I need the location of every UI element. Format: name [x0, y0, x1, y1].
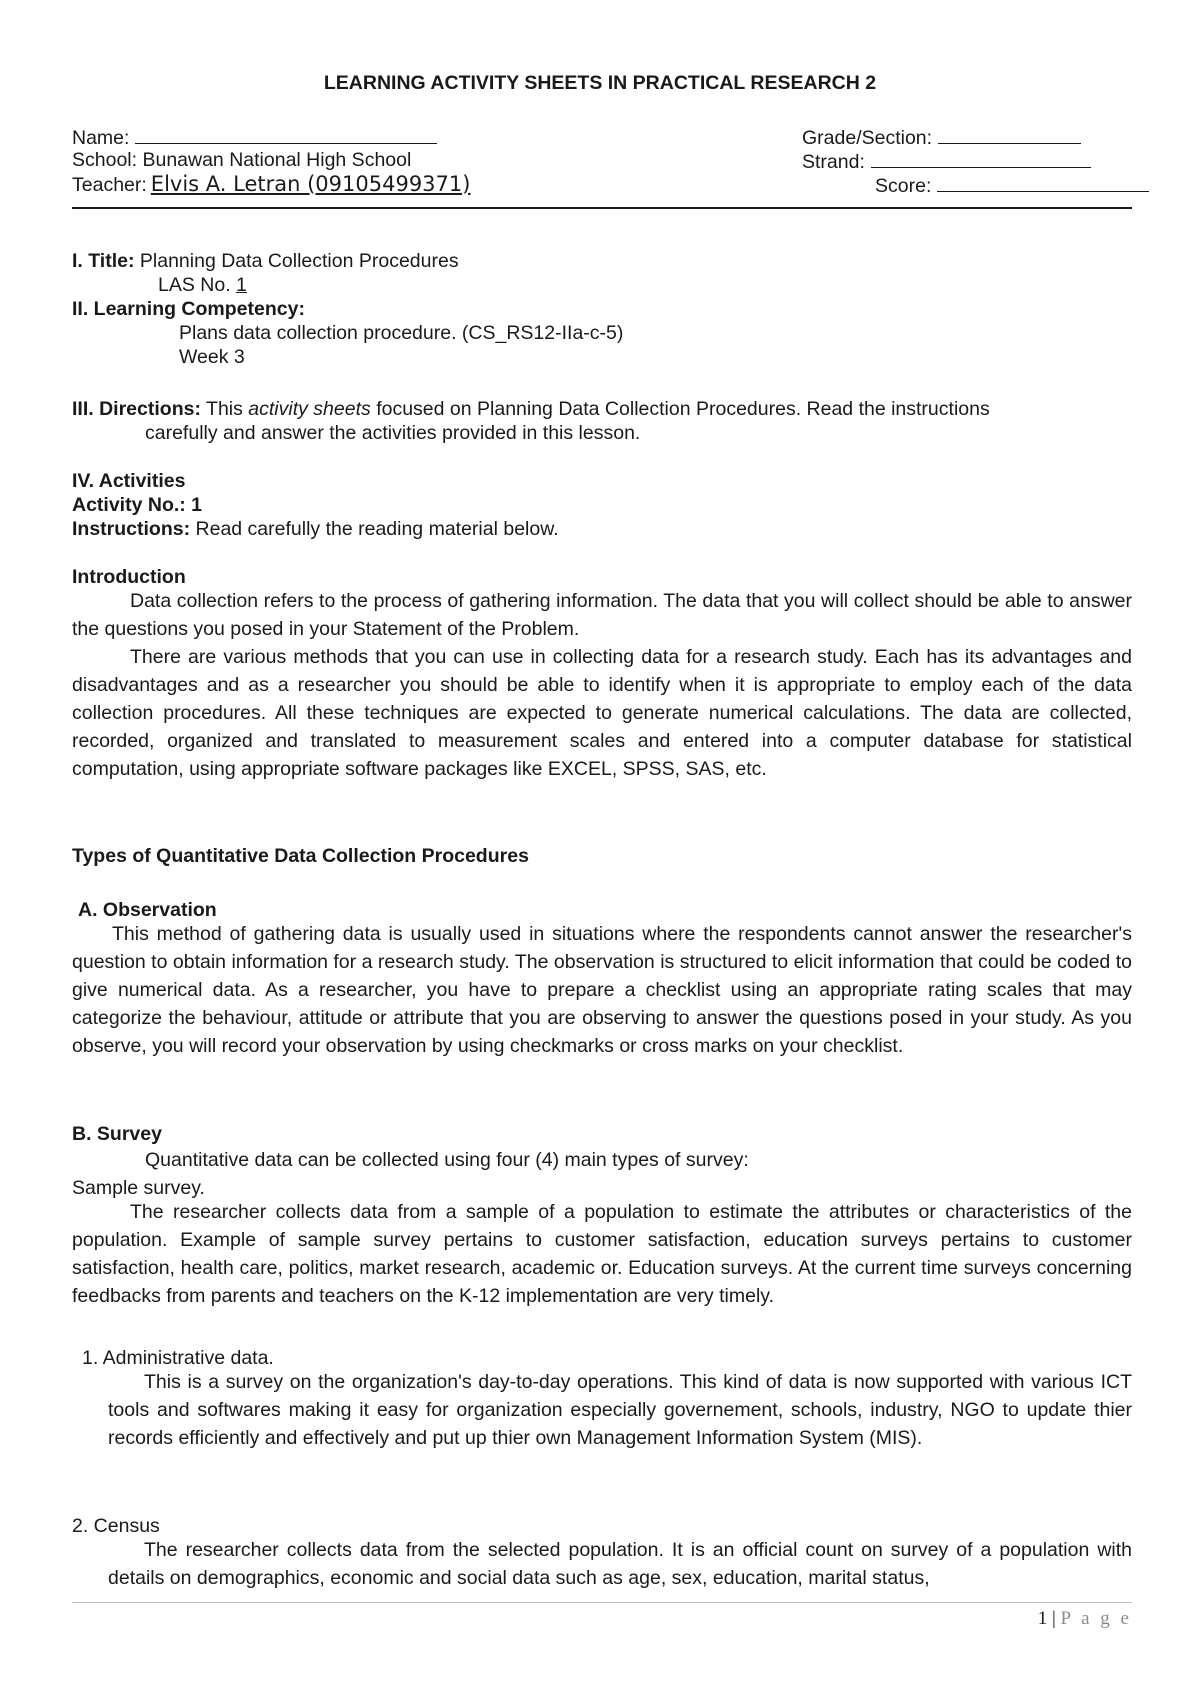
- footer-divider: [72, 1602, 1132, 1603]
- administrative-data-label: 1. Administrative data.: [82, 1347, 274, 1369]
- competency-value: Plans data collection procedure. (CS_RS12-IIa-c-5): [179, 322, 624, 344]
- grade-section-label: Grade/Section:: [802, 127, 933, 149]
- page-number: 1: [1037, 1608, 1048, 1629]
- score-blank: [937, 172, 1149, 192]
- strand-blank: [871, 148, 1091, 168]
- teacher-label: Teacher:: [72, 174, 147, 196]
- teacher-field: [72, 172, 470, 197]
- las-value: 1: [236, 274, 247, 296]
- strand-field: [802, 148, 1091, 174]
- sample-survey-label: Sample survey.: [72, 1177, 205, 1199]
- directions-post: focused on Planning Data Collection Procedures. Read the instructions: [376, 398, 990, 420]
- survey-heading: B. Survey: [72, 1123, 162, 1145]
- school-value: Bunawan National High School: [142, 149, 412, 171]
- score-label: Score:: [875, 175, 932, 197]
- school-field: [72, 148, 411, 172]
- directions-line: [72, 397, 990, 421]
- page-label: P a g e: [1060, 1608, 1132, 1629]
- page-separator: |: [1051, 1608, 1056, 1629]
- introduction-paragraph-2: There are various methods that you can use in collecting data for a research study. Each has its advantages and disadvantages and as a researcher you should be able to identify when it is appropriate to employ each of the data collection procedures. All these techniques are expected to generate numerical calculations. The data are collected, recorded, organized and translated to measurement scales and entered into a computer database for statistical computation, using appropriate software packages like EXCEL, SPSS, SAS, etc.: [72, 646, 1132, 780]
- page-footer: [1038, 1608, 1132, 1630]
- directions-emphasis: activity sheets: [248, 398, 371, 420]
- week-label: Week 3: [179, 346, 245, 368]
- school-label: School:: [72, 149, 138, 171]
- title-label: I. Title:: [72, 250, 135, 272]
- census-paragraph: The researcher collects data from the selected population. It is an official count on survey of a population with details on demographics, economic and social data such as age, sex, education, marital status,: [108, 1539, 1132, 1589]
- introduction-heading: Introduction: [72, 566, 186, 588]
- grade-section-field: [802, 124, 1081, 150]
- survey-intro: Quantitative data can be collected using four (4) main types of survey:: [145, 1149, 749, 1171]
- header-divider: [72, 207, 1132, 209]
- name-blank: [135, 124, 437, 144]
- instructions-label: Instructions:: [72, 518, 191, 540]
- grade-section-blank: [938, 124, 1081, 144]
- instructions-line: [72, 517, 559, 541]
- observation-heading: A. Observation: [78, 899, 217, 921]
- name-field: [72, 124, 437, 150]
- introduction-paragraph-1: Data collection refers to the process of gathering information. The data that you will collect should be able to answer the questions you posed in your Statement of the Problem.: [72, 590, 1132, 640]
- activity-number: Activity No.: 1: [72, 494, 203, 516]
- document-title: LEARNING ACTIVITY SHEETS IN PRACTICAL RESEARCH 2: [323, 72, 877, 94]
- types-heading: Types of Quantitative Data Collection Procedures: [72, 845, 529, 867]
- name-label: Name:: [72, 127, 130, 149]
- teacher-value: Elvis A. Letran (09105499371): [150, 172, 471, 196]
- administrative-data-paragraph: This is a survey on the organization's day-to-day operations. This kind of data is now supported with various ICT tools and softwares making it easy for organization especially governement, schools, industry, NGO to update thier records efficiently and effectively and put up thier own Management Information System (MIS).: [108, 1371, 1132, 1449]
- directions-label: III. Directions:: [72, 398, 201, 420]
- strand-label: Strand:: [802, 151, 865, 173]
- las-label: LAS No.: [158, 274, 231, 296]
- sample-survey-paragraph: The researcher collects data from a sample of a population to estimate the attributes or characteristics of the population. Example of sample survey pertains to customer satisfaction, education surveys pertains to customer satisfaction, health care, politics, market research, academic or. Education surveys. At the current time surveys concerning feedbacks from parents and teachers on the K-12 implementation are very timely.: [72, 1201, 1132, 1307]
- activities-heading: IV. Activities: [72, 470, 186, 492]
- directions-line-2: carefully and answer the activities provided in this lesson.: [145, 422, 641, 444]
- directions-pre: This: [206, 398, 243, 420]
- census-label: 2. Census: [72, 1515, 160, 1537]
- instructions-value: Read carefully the reading material below.: [195, 518, 559, 540]
- las-line: [158, 273, 247, 297]
- observation-paragraph: This method of gathering data is usually used in situations where the respondents cannot answer the researcher's question to obtain information for a research study. The observation is structured to elicit information that could be coded to give numerical data. As a researcher, you have to prepare a checklist using an appropriate rating scales that may categorize the behaviour, attitude or attribute that you are observing to answer the questions posed in your study. As you observe, you will record your observation by using checkmarks or cross marks on your checklist.: [72, 923, 1132, 1057]
- competency-label: II. Learning Competency:: [72, 298, 305, 320]
- title-value: Planning Data Collection Procedures: [139, 250, 459, 272]
- score-field: [875, 172, 1149, 198]
- title-line: [72, 249, 459, 273]
